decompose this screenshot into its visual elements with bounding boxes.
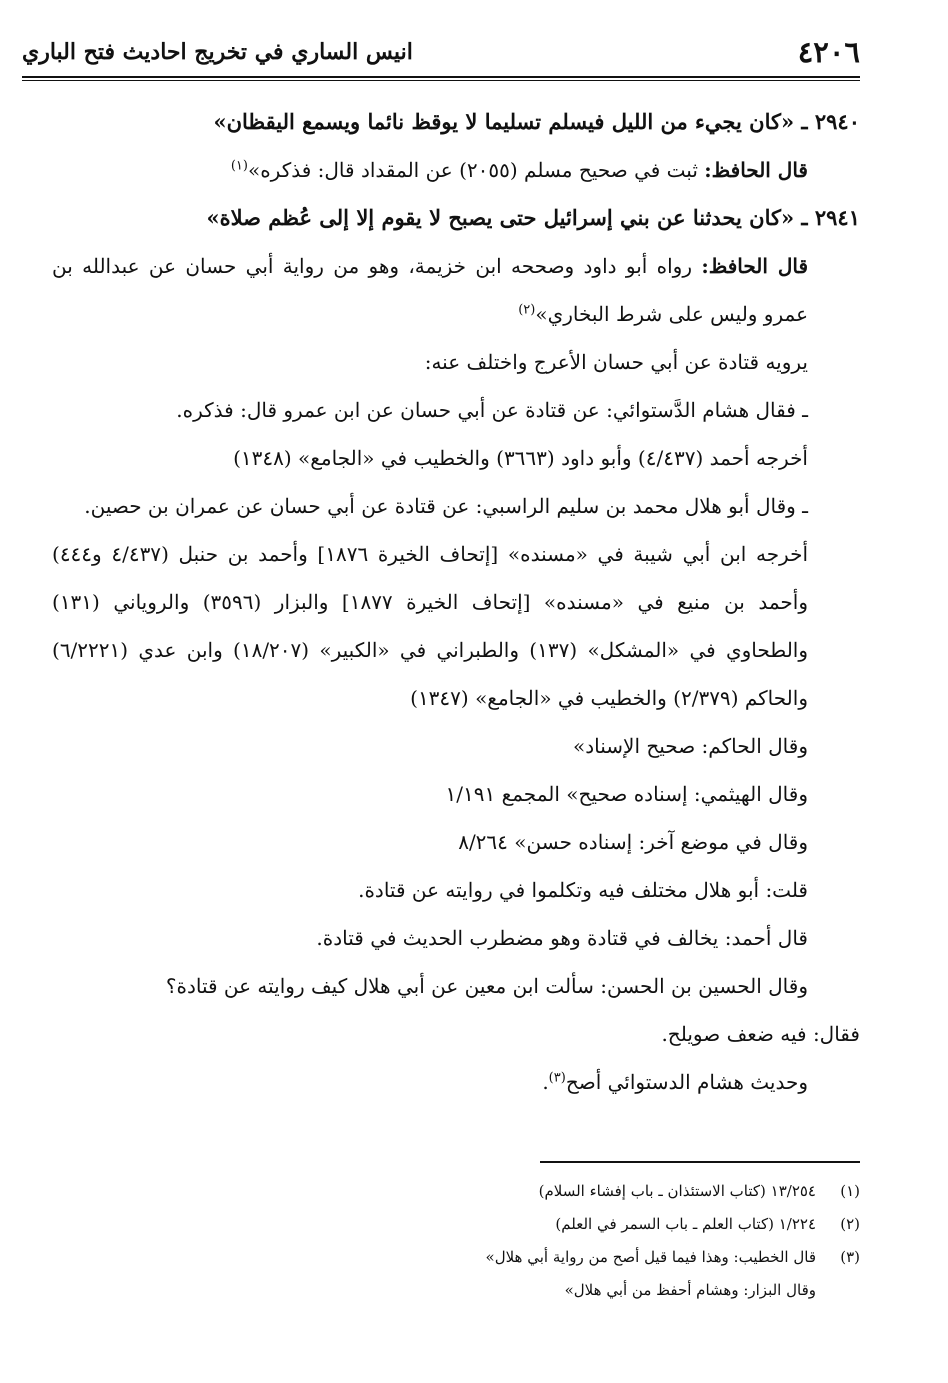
hafiz-text: رواه أبو داود وصححه ابن خزيمة، وهو من رواية أبي حسان عن عبدالله بن عمرو وليس على شرط البخاري» [52, 254, 808, 326]
footnote [52, 1208, 860, 1241]
paragraph: وقال الحاكم: صحيح الإسناد» [573, 734, 808, 758]
paragraph-last [52, 1058, 860, 1106]
header-rule-thin [22, 80, 860, 81]
header-rule [22, 76, 860, 78]
footnote-number: (٣) [840, 1248, 860, 1266]
footnote-continuation [52, 1274, 860, 1307]
hafiz-comment [52, 242, 860, 338]
paragraph-text: وحديث هشام الدستوائي أصح [565, 1070, 808, 1094]
paragraph: أخرجه أحمد (٤/٤٣٧) وأبو داود (٣٦٦٣) والخطيب في «الجامع» (١٣٤٨) [233, 446, 808, 470]
paragraph: وقال الهيثمي: إسناده صحيح» المجمع ١/١٩١ [445, 782, 808, 806]
paragraph-end: . [542, 1070, 549, 1094]
footnote-text: قال الخطيب: وهذا فيما قيل أصح من رواية أبي هلال» [485, 1248, 816, 1266]
footnote-number: (١) [840, 1182, 860, 1200]
paragraph: فقال: فيه ضعف صويلح. [661, 1022, 860, 1046]
footnotes [52, 1175, 860, 1307]
paragraph: قال أحمد: يخالف في قتادة وهو مضطرب الحديث في قتادة. [316, 926, 808, 950]
paragraph: قلت: أبو هلال مختلف فيه وتكلموا في روايته عن قتادة. [358, 878, 808, 902]
footnote-text: ١٣/٢٥٤ (كتاب الاستئذان ـ باب إفشاء السلام) [538, 1182, 816, 1200]
hafiz-label: قال الحافظ: [701, 254, 809, 278]
paragraph: ـ فقال هشام الدَّستوائي: عن قتادة عن أبي حسان عن ابن عمرو قال: فذكره. [176, 398, 808, 422]
paragraph: وقال في موضع آخر: إسناده حسن» ٨/٢٦٤ [458, 830, 808, 854]
footnote [52, 1241, 860, 1274]
page-number: ٤٢٠٦ [797, 35, 860, 69]
footnote-text: ١/٢٢٤ (كتاب العلم ـ باب السمر في العلم) [555, 1215, 816, 1233]
hafiz-comment [52, 146, 860, 194]
page-body [52, 98, 860, 1106]
footnote-marker: (٢) [518, 302, 536, 318]
footnote-marker: (١) [230, 158, 248, 174]
hadith-heading: ٢٩٤٠ ـ «كان يجيء من الليل فيسلم تسليما لا يوقظ نائما ويسمع اليقظان» [213, 109, 860, 134]
footnote-number: (٢) [840, 1215, 860, 1233]
paragraph: أخرجه ابن أبي شيبة في «مسنده» [إتحاف الخيرة ١٨٧٦] وأحمد بن حنبل (٤/٤٣٧ و٤٤٤) وأحمد بن منيع في «مسنده» [إتحاف الخيرة ١٨٧٧] والبزار (٣٥٩٦) والروياني (١٣١) والطحاوي في «المشكل» (١٣٧) والطبراني في «الكبير» (١٨/٢٠٧) وابن عدي (٦/٢٢٢١) والحاكم (٢/٣٧٩) والخطيب في «الجامع» (١٣٤٧) [52, 542, 809, 710]
footnote-marker: (٣) [548, 1070, 566, 1086]
book-title: انيس الساري في تخريج احاديث فتح الباري [22, 39, 413, 65]
paragraph: وقال الحسين بن الحسن: سألت ابن معين عن أبي هلال كيف روايته عن قتادة؟ [165, 974, 808, 998]
paragraph: يرويه قتادة عن أبي حسان الأعرج واختلف عنه: [424, 350, 808, 374]
running-header [22, 30, 860, 74]
hafiz-text: ثبت في صحيح مسلم (٢٠٥٥) عن المقداد قال: فذكره» [247, 158, 698, 182]
hadith-heading: ٢٩٤١ ـ «كان يحدثنا عن بني إسرائيل حتى يصبح لا يقوم إلا إلى عُظم صلاة» [206, 205, 860, 230]
footnote [52, 1175, 860, 1208]
hafiz-label: قال الحافظ: [704, 158, 808, 182]
paragraph: ـ وقال أبو هلال محمد بن سليم الراسبي: عن قتادة عن أبي حسان عن عمران بن حصين. [84, 494, 808, 518]
footnote-separator [540, 1161, 860, 1163]
footnote-text: وقال البزار: وهشام أحفظ من أبي هلال» [564, 1281, 816, 1299]
